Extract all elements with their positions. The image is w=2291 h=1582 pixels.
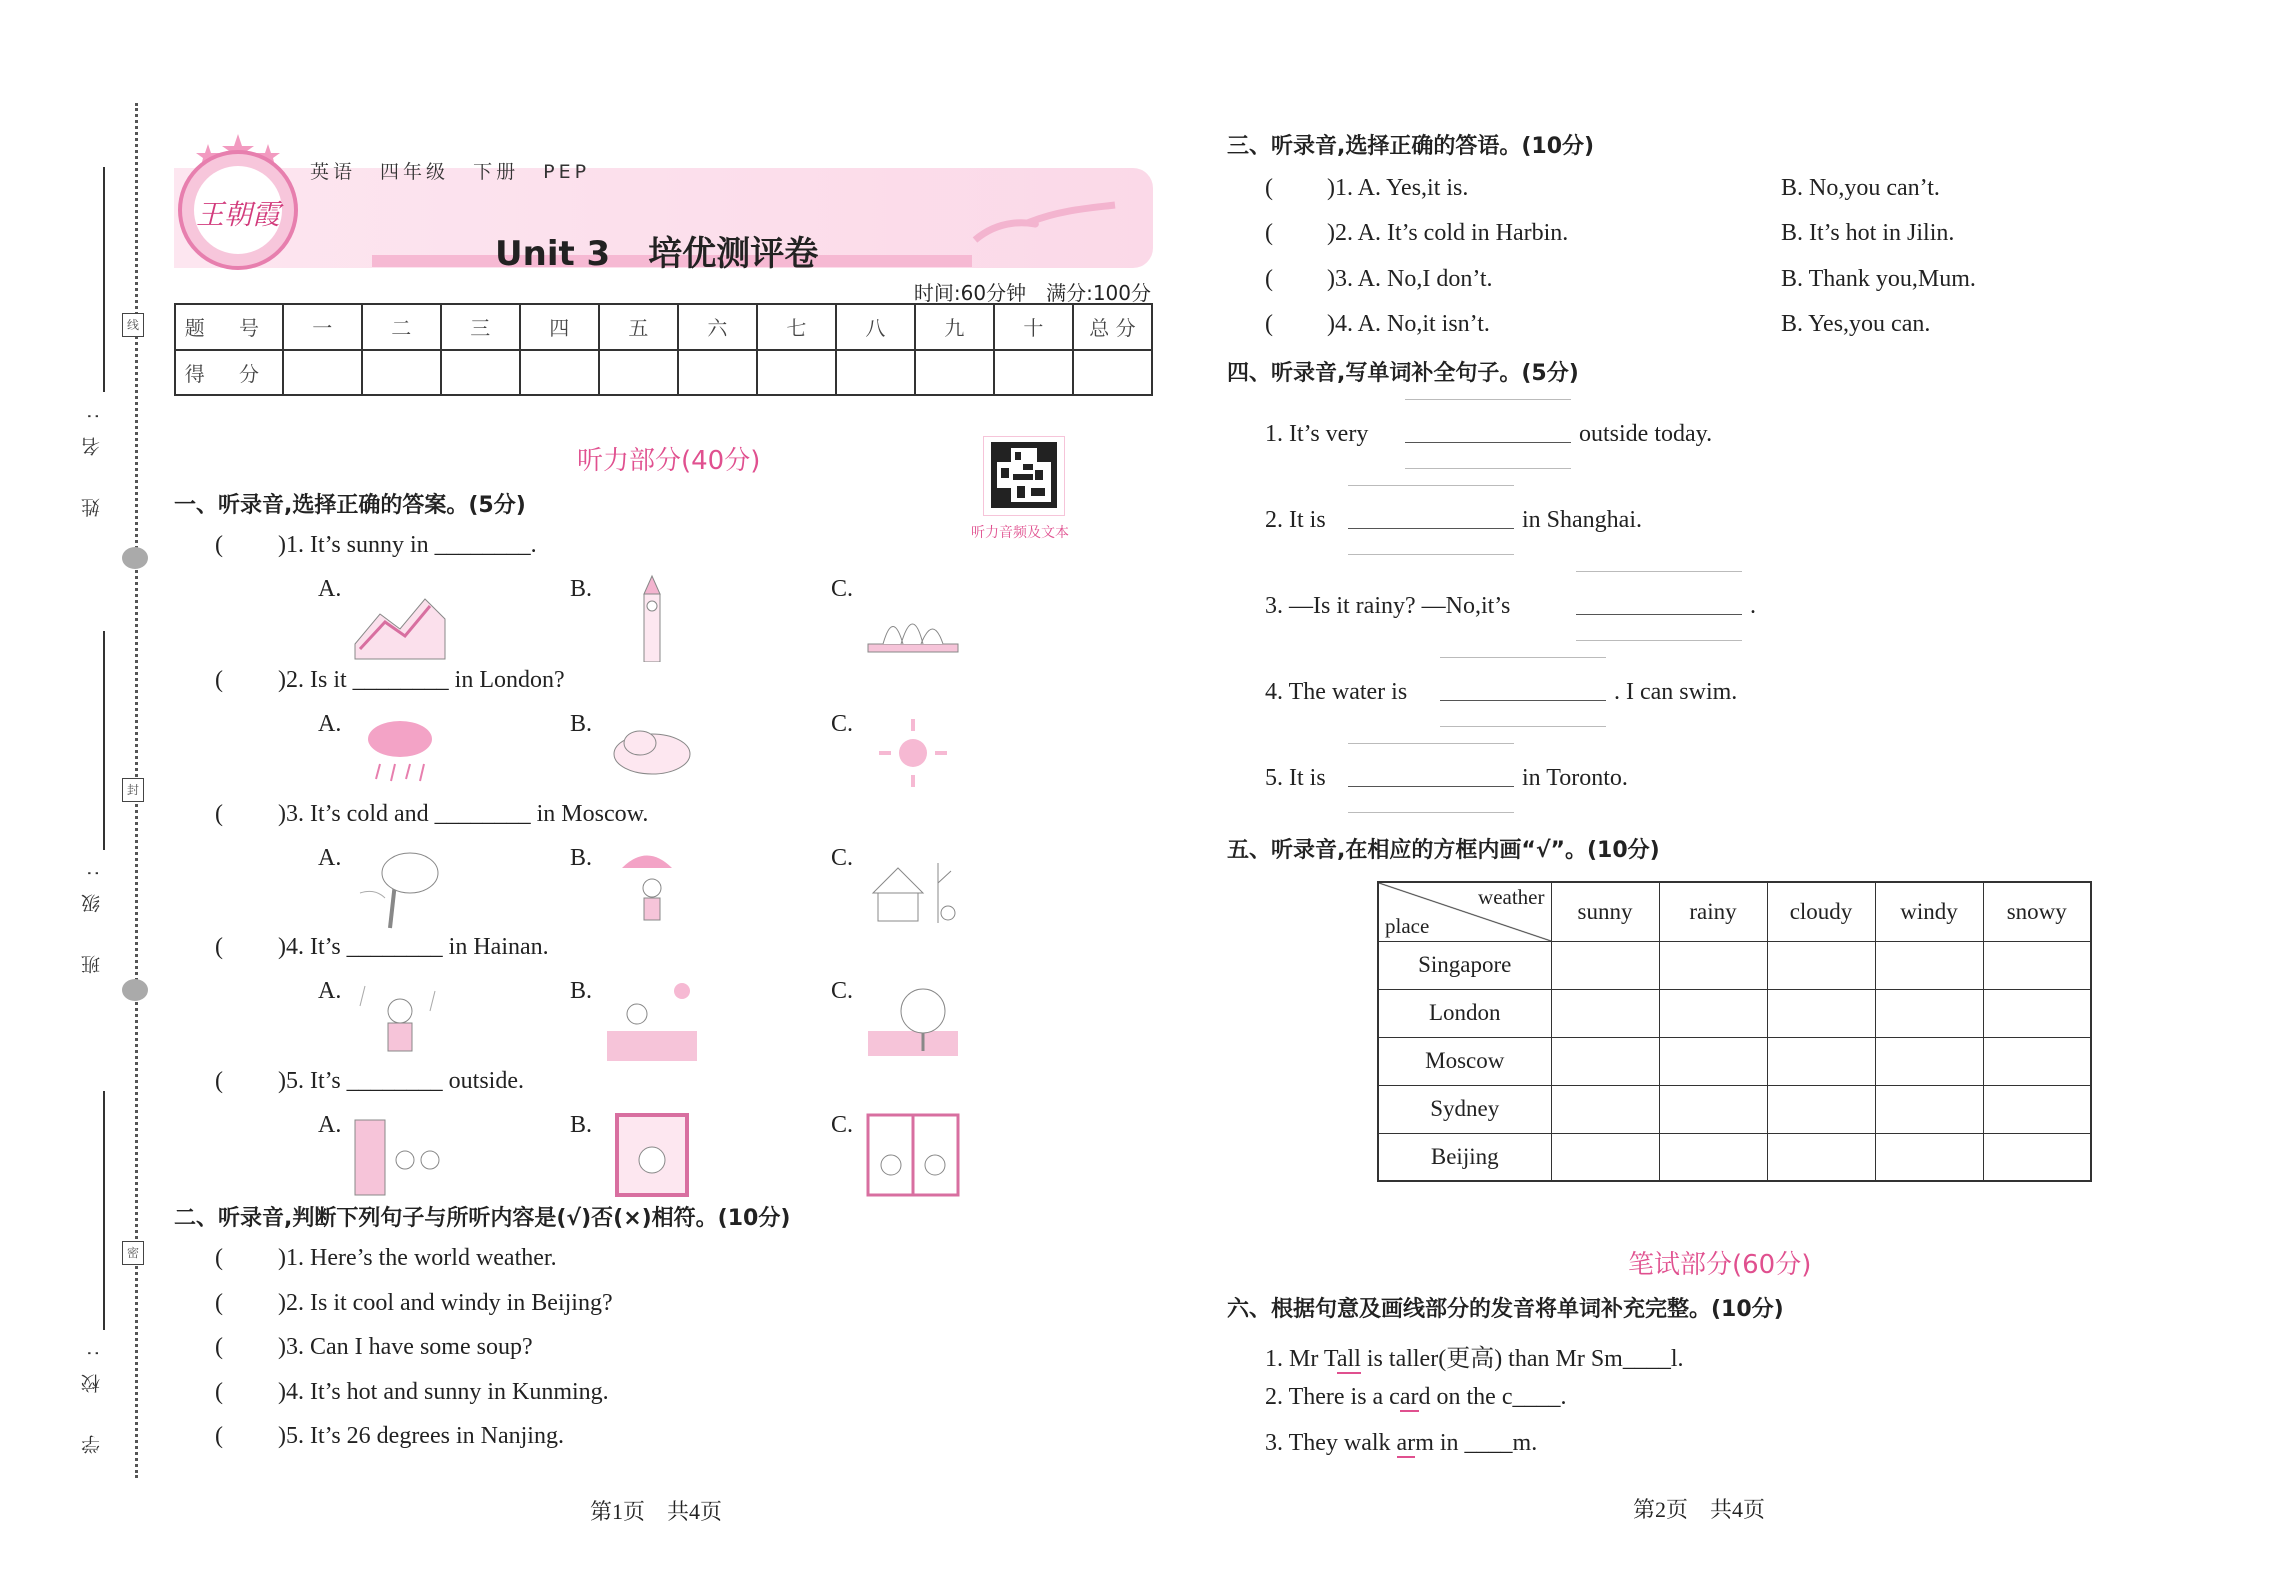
answer-paren[interactable]: ( (215, 1289, 223, 1316)
sentence-prefix: 4. The water is (1265, 679, 1408, 705)
score-header-cell: 一 (283, 304, 362, 350)
option-label[interactable]: A. (318, 845, 342, 871)
section-1-title: 一、听录音,选择正确的答案。(5分) (174, 493, 526, 518)
check-cell[interactable] (1983, 1133, 2091, 1181)
option-label[interactable]: A. (318, 1112, 342, 1138)
check-cell[interactable] (1551, 1133, 1659, 1181)
score-input-cell[interactable] (678, 350, 757, 396)
answer-paren[interactable]: ( (1265, 310, 1273, 337)
sun-picture[interactable] (863, 709, 963, 797)
sentence-prefix: 1. It’s very (1265, 421, 1369, 447)
corner-cell (1378, 882, 1551, 941)
option-a: )1. A. Yes,it is. (1327, 175, 1469, 201)
kids-window-picture[interactable] (863, 1110, 963, 1198)
check-cell[interactable] (1983, 1085, 2091, 1133)
option-b: B. Thank you,Mum. (1781, 265, 1976, 292)
row-header: Moscow (1378, 1037, 1551, 1085)
score-header-cell: 六 (678, 304, 757, 350)
option-b: B. It’s hot in Jilin. (1781, 220, 1955, 247)
school-label: 学 校: (81, 1332, 103, 1455)
judgement-item: )2. Is it cool and windy in Beijing? (278, 1289, 613, 1316)
score-input-cell[interactable] (441, 350, 520, 396)
column-header: cloudy (1767, 882, 1875, 941)
item-text: 1. Mr T (1265, 1346, 1337, 1372)
answer-paren[interactable]: ( (215, 801, 223, 827)
check-cell[interactable] (1551, 989, 1659, 1037)
sentence-suffix: in Shanghai. (1522, 507, 1642, 533)
score-input-cell[interactable] (757, 350, 836, 396)
answer-paren[interactable]: ( (1265, 220, 1273, 247)
option-label[interactable]: B. (570, 1112, 593, 1138)
option-label[interactable]: C. (831, 845, 854, 871)
answer-paren[interactable]: ( (215, 1334, 223, 1360)
cloud-picture[interactable] (602, 709, 702, 797)
section-6-title: 六、根据句意及画线部分的发音将单词补充完整。(10分) (1227, 1297, 1784, 1322)
boy-sunny-beach-picture[interactable] (602, 976, 702, 1064)
option-label[interactable]: A. (318, 576, 342, 602)
corner-weather: weather (1478, 885, 1545, 909)
check-cell[interactable] (1875, 941, 1983, 989)
check-cell[interactable] (1983, 941, 2091, 989)
rain-cloud-picture[interactable] (350, 709, 450, 797)
score-row-label: 得 分 (175, 350, 283, 396)
item-text[interactable]: is taller(更高) than Mr Sm____l. (1360, 1346, 1684, 1372)
score-header-cell: 三 (441, 304, 520, 350)
page-title: Unit 3 培优测评卷 (495, 234, 819, 274)
check-cell[interactable] (1767, 941, 1875, 989)
publisher-logo (172, 132, 304, 270)
written-heading: 笔试部分(60分) (1628, 1250, 1812, 1280)
score-header-cell: 五 (599, 304, 678, 350)
class-line (103, 631, 105, 850)
park-tree-picture[interactable] (863, 976, 963, 1064)
svg-text:王朝霞: 王朝霞 (195, 198, 281, 231)
sentence-suffix: . I can swim. (1614, 679, 1738, 705)
option-a: )3. A. No,I don’t. (1327, 265, 1493, 292)
table-row (1378, 1133, 2091, 1181)
sentence-prefix: 5. It is (1265, 765, 1326, 791)
qr-label: 听力音频及文本 (971, 525, 1069, 541)
girl-umbrella-picture[interactable] (602, 843, 702, 931)
answer-paren[interactable]: ( (215, 1245, 223, 1271)
snowy-house-picture[interactable] (863, 843, 963, 931)
section-4-title: 四、听录音,写单词补全句子。(5分) (1227, 361, 1579, 386)
check-cell[interactable] (1659, 989, 1767, 1037)
underlined-letters: ar (1399, 1384, 1419, 1410)
ornament-icon (122, 979, 148, 1001)
answer-paren[interactable]: ( (1265, 175, 1273, 201)
check-cell[interactable] (1659, 1085, 1767, 1133)
score-header-cell: 十 (994, 304, 1073, 350)
seal-secret-label: 密 (122, 1241, 144, 1265)
row-header: Singapore (1378, 941, 1551, 989)
corner-place: place (1385, 913, 1430, 938)
header-row (1378, 882, 2091, 941)
sentence-prefix: 3. —Is it rainy? —No,it’s (1265, 593, 1511, 619)
name-line (103, 167, 105, 392)
check-cell[interactable] (1767, 1133, 1875, 1181)
boy-rain-picture[interactable] (350, 976, 450, 1064)
question-text: )3. It’s cold and ________ in Moscow. (278, 801, 649, 827)
answer-paren[interactable]: ( (215, 532, 223, 558)
check-cell[interactable] (1551, 1085, 1659, 1133)
option-b: B. No,you can’t. (1781, 175, 1940, 201)
table-row (1378, 1085, 2091, 1133)
option-label[interactable]: A. (318, 978, 342, 1004)
weather-table (1377, 881, 2092, 1182)
check-cell[interactable] (1875, 1037, 1983, 1085)
option-label[interactable]: B. (570, 711, 593, 737)
column-header: snowy (1983, 882, 2091, 941)
score-input-cell[interactable] (915, 350, 994, 396)
opera-house-picture[interactable] (863, 574, 963, 662)
score-header-cell: 四 (520, 304, 599, 350)
option-label[interactable]: C. (831, 1112, 854, 1138)
windy-tree-picture[interactable] (350, 843, 450, 931)
judgement-item: )5. It’s 26 degrees in Nanjing. (278, 1423, 564, 1449)
answer-blank[interactable] (1348, 743, 1514, 813)
name-label: 姓 名: (81, 395, 103, 518)
ornament-icon (122, 547, 148, 569)
score-header-cell: 二 (362, 304, 441, 350)
sentence-suffix: in Toronto. (1522, 765, 1628, 791)
answer-paren[interactable]: ( (215, 934, 223, 960)
table-row (1378, 941, 2091, 989)
school-line (103, 1091, 105, 1330)
score-input-cell[interactable] (599, 350, 678, 396)
check-cell[interactable] (1551, 941, 1659, 989)
check-cell[interactable] (1551, 1037, 1659, 1085)
item-text[interactable]: d on the c____. (1418, 1384, 1567, 1410)
item-text: 3. They walk (1265, 1430, 1397, 1456)
swoosh-decoration (970, 200, 1120, 250)
table-row (1378, 1037, 2091, 1085)
underlined-letters: ar (1396, 1430, 1416, 1456)
question-text: )4. It’s ________ in Hainan. (278, 934, 549, 960)
page-footer-right: 第2页 共4页 (1633, 1497, 1766, 1522)
table-row (1378, 989, 2091, 1037)
question-text: )1. It’s sunny in ________. (278, 532, 537, 558)
qr-code-icon[interactable] (983, 436, 1065, 516)
answer-blank[interactable] (1440, 657, 1606, 727)
seal-line-label: 线 (122, 313, 144, 337)
item-text: 2. There is a c (1265, 1384, 1400, 1410)
check-cell[interactable] (1659, 1133, 1767, 1181)
answer-paren[interactable]: ( (1265, 265, 1273, 292)
check-cell[interactable] (1659, 1037, 1767, 1085)
answer-paren[interactable]: ( (215, 1068, 223, 1094)
answer-blank[interactable] (1348, 485, 1514, 555)
option-a: )2. A. It’s cold in Harbin. (1327, 220, 1569, 247)
column-header: rainy (1659, 882, 1767, 941)
option-label[interactable]: C. (831, 576, 854, 602)
score-header-cell: 总 分 (1073, 304, 1152, 350)
row-header: Sydney (1378, 1085, 1551, 1133)
class-label: 班 级: (81, 852, 103, 975)
kids-door-picture[interactable] (350, 1110, 450, 1198)
column-header: sunny (1551, 882, 1659, 941)
check-cell[interactable] (1875, 1133, 1983, 1181)
judgement-item: )1. Here’s the world weather. (278, 1245, 557, 1271)
answer-paren[interactable]: ( (215, 667, 223, 693)
page-footer-left: 第1页 共4页 (590, 1499, 723, 1524)
great-wall-picture[interactable] (350, 574, 450, 662)
option-label[interactable]: C. (831, 978, 854, 1004)
check-cell[interactable] (1767, 1085, 1875, 1133)
sentence-prefix: 2. It is (1265, 507, 1326, 533)
score-table (174, 303, 1153, 396)
completion-item (1265, 1384, 1566, 1411)
answer-paren[interactable]: ( (215, 1378, 223, 1405)
judgement-item: )4. It’s hot and sunny in Kunming. (278, 1378, 609, 1405)
option-label[interactable]: C. (831, 711, 854, 737)
section-3-title: 三、听录音,选择正确的答语。(10分) (1227, 134, 1595, 159)
answer-blank[interactable] (1405, 399, 1571, 469)
column-header: windy (1875, 882, 1983, 941)
listening-heading: 听力部分(40分) (577, 446, 761, 476)
option-label[interactable]: B. (570, 845, 593, 871)
time-score-info: 时间:60分钟 满分:100分 (913, 281, 1151, 305)
score-input-cell[interactable] (1073, 350, 1152, 396)
option-label[interactable]: A. (318, 711, 342, 737)
score-input-cell[interactable] (520, 350, 599, 396)
seal-seal-label: 封 (122, 778, 144, 802)
option-a: )4. A. No,it isn’t. (1327, 310, 1490, 337)
question-text: )5. It’s ________ outside. (278, 1068, 524, 1094)
row-header: Beijing (1378, 1133, 1551, 1181)
check-cell[interactable] (1767, 1037, 1875, 1085)
check-cell[interactable] (1659, 941, 1767, 989)
completion-item (1265, 1338, 1684, 1373)
score-input-cell[interactable] (362, 350, 441, 396)
score-input-cell[interactable] (994, 350, 1073, 396)
section-2-title: 二、听录音,判断下列句子与所听内容是(√)否(×)相符。(10分) (174, 1206, 791, 1231)
row-header: London (1378, 989, 1551, 1037)
option-label[interactable]: B. (570, 576, 593, 602)
section-5-title: 五、听录音,在相应的方框内画“√”。(10分) (1227, 838, 1660, 863)
check-cell[interactable] (1983, 1037, 2091, 1085)
check-cell[interactable] (1983, 989, 2091, 1037)
score-input-cell[interactable] (283, 350, 362, 396)
score-header-cell: 七 (757, 304, 836, 350)
score-input-cell[interactable] (836, 350, 915, 396)
score-header-cell: 题 号 (175, 304, 283, 350)
judgement-item: )3. Can I have some soup? (278, 1334, 533, 1360)
answer-paren[interactable]: ( (215, 1423, 223, 1449)
big-ben-picture[interactable] (602, 574, 702, 662)
completion-item (1265, 1430, 1537, 1457)
subject-grade: 英语 四年级 下册 PEP (310, 161, 591, 183)
item-text[interactable]: m in ____m. (1415, 1430, 1538, 1456)
option-label[interactable]: B. (570, 978, 593, 1004)
girl-window-picture[interactable] (602, 1110, 702, 1198)
score-header-cell: 八 (836, 304, 915, 350)
check-cell[interactable] (1875, 989, 1983, 1037)
answer-blank[interactable] (1576, 571, 1742, 641)
question-text: )2. Is it ________ in London? (278, 667, 565, 693)
option-b: B. Yes,you can. (1781, 310, 1931, 337)
score-header-cell: 九 (915, 304, 994, 350)
sentence-suffix: outside today. (1579, 421, 1713, 447)
check-cell[interactable] (1767, 989, 1875, 1037)
underlined-letters: all (1336, 1346, 1361, 1372)
check-cell[interactable] (1875, 1085, 1983, 1133)
sentence-suffix: . (1750, 593, 1756, 619)
